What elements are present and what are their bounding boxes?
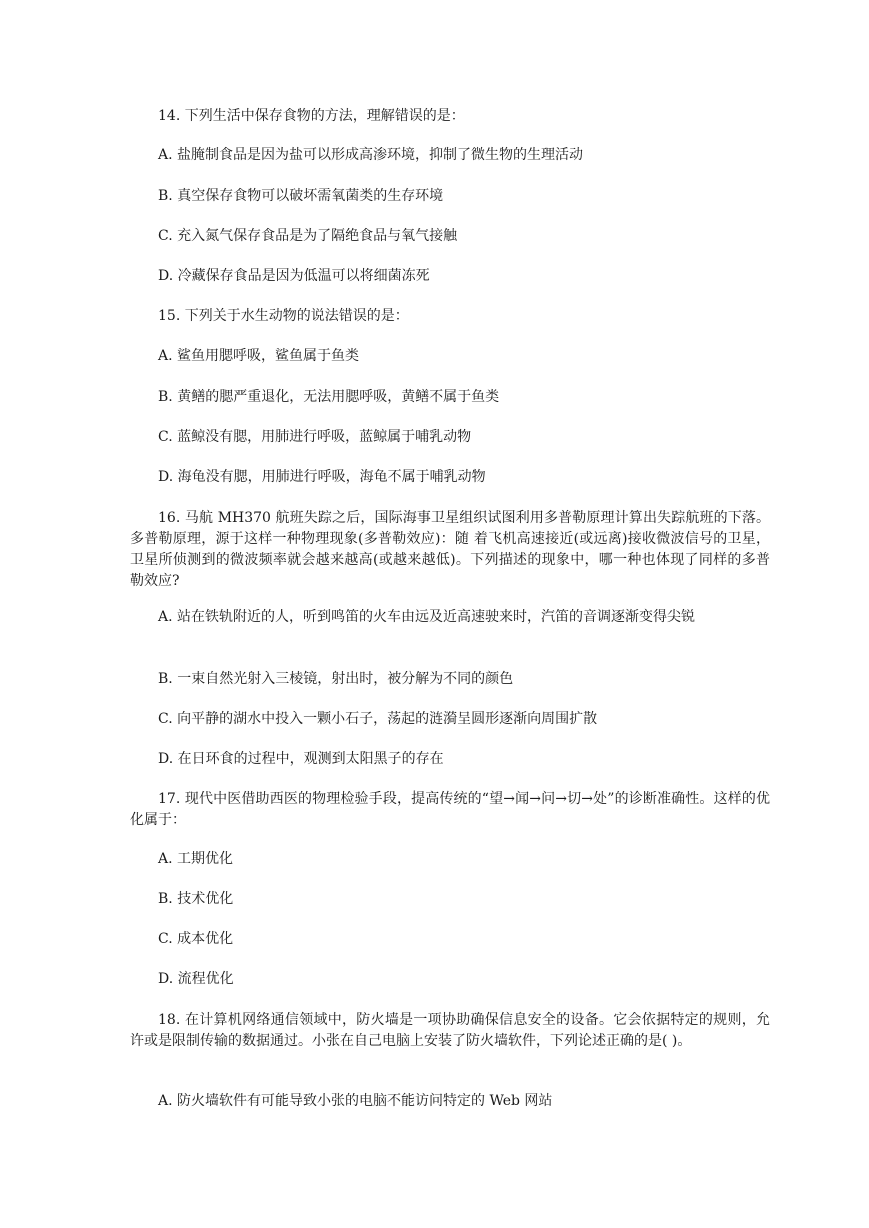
option-text: D. 在日环食的过程中，观测到太阳黑子的存在 <box>158 751 444 767</box>
question-17 <box>130 789 770 831</box>
option-c <box>130 929 770 950</box>
option-text: D. 流程优化 <box>158 971 234 987</box>
option-a <box>130 607 770 628</box>
option-text: B. 技术优化 <box>158 891 234 907</box>
option-text: A. 工期优化 <box>158 851 234 867</box>
option-a <box>130 145 770 166</box>
option-text: D. 海龟没有腮，用肺进行呼吸，海龟不属于哺乳动物 <box>158 469 486 485</box>
question-stem: 18. 在计算机网络通信领域中，防火墙是一项协助确保信息安全的设备。它会依据特定的规则，允许或是限制传输的数据通过。小张在自己电脑上安装了防火墙软件，下列论述正确的是( )。 <box>130 1012 770 1049</box>
option-b <box>130 387 770 408</box>
option-d <box>130 467 770 488</box>
option-text: A. 鲨鱼用腮呼吸，鲨鱼属于鱼类 <box>158 348 360 364</box>
option-text: B. 黄鳝的腮严重退化，无法用腮呼吸，黄鳝不属于鱼类 <box>158 389 500 405</box>
option-text: A. 防火墙软件有可能导致小张的电脑不能访问特定的 Web 网站 <box>158 1093 553 1109</box>
option-text: C. 成本优化 <box>158 931 234 947</box>
option-text: A. 盐腌制食品是因为盐可以形成高渗环境，抑制了微生物的生理活动 <box>158 147 584 163</box>
option-d <box>130 749 770 770</box>
option-c <box>130 427 770 448</box>
option-d <box>130 969 770 990</box>
question-16 <box>130 508 770 592</box>
option-b <box>130 889 770 910</box>
option-a <box>130 346 770 367</box>
option-b <box>130 186 770 207</box>
option-text: A. 站在铁轨附近的人，听到鸣笛的火车由远及近高速驶来时，汽笛的音调逐渐变得尖锐 <box>158 609 696 625</box>
option-c <box>130 709 770 730</box>
question-15 <box>130 306 770 327</box>
option-text: B. 一束自然光射入三棱镜，射出时，被分解为不同的颜色 <box>158 671 514 687</box>
option-text: B. 真空保存食物可以破坏需氧菌类的生存环境 <box>158 188 444 204</box>
option-a <box>130 849 770 870</box>
question-14 <box>130 106 770 127</box>
question-18 <box>130 1010 770 1052</box>
option-c <box>130 226 770 247</box>
option-text: C. 向平静的湖水中投入一颗小石子，荡起的涟漪呈圆形逐渐向周围扩散 <box>158 711 598 727</box>
option-text: C. 蓝鲸没有腮，用肺进行呼吸，蓝鲸属于哺乳动物 <box>158 429 472 445</box>
option-d <box>130 266 770 287</box>
option-b <box>130 669 770 690</box>
question-stem: 17. 现代中医借助西医的物理检验手段，提高传统的“望→闻→问→切→处”的诊断准确性。这样的优化属于： <box>130 791 770 828</box>
question-stem: 16. 马航 MH370 航班失踪之后，国际海事卫星组织试图利用多普勒原理计算出失踪航班的下落。多普勒原理，源于这样一种物理现象(多普勒效应)：随 着飞机高速接近(或远离)接收微波信号的卫星，卫星所侦测到的微波频率就会越来越高(或越来越低)。下列描述的现象中，哪一种也体现了同样的多普勒效应? <box>130 510 770 589</box>
option-text: D. 冷藏保存食品是因为低温可以将细菌冻死 <box>158 268 430 284</box>
option-text: C. 充入氮气保存食品是为了隔绝食品与氧气接触 <box>158 228 458 244</box>
option-a <box>130 1091 770 1112</box>
question-stem: 14. 下列生活中保存食物的方法，理解错误的是： <box>158 108 465 124</box>
question-stem: 15. 下列关于水生动物的说法错误的是： <box>158 308 409 324</box>
